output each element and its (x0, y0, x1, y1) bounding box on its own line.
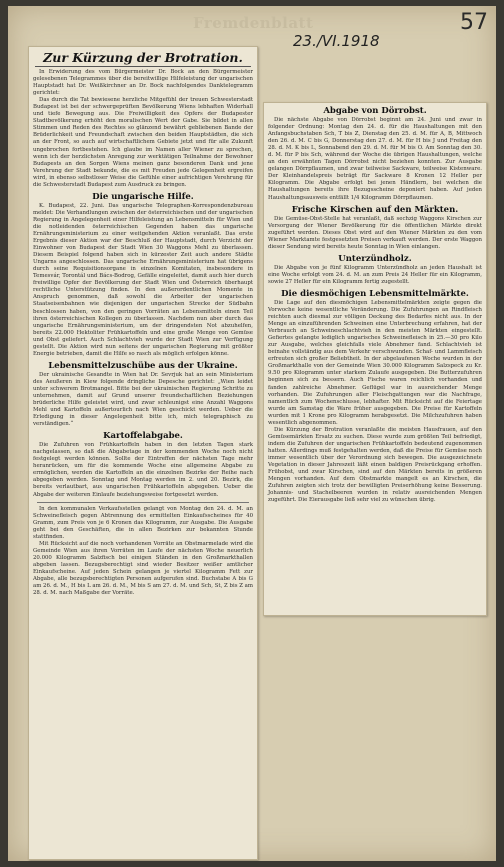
archive-page (8, 6, 496, 861)
article-paragraph: Die Lage auf den diesmöchigen Lebensmittelmärkten zeigte gegen die Vorwoche keine wesentliche Veränderung. Die Zufuhrungen an Rindfleisch reichten auch diesmal zur völligen Deckung des Bedarfes nicht aus. In der Menge an einzuführenden Schweinen eine Unterbrechung erfahren, hat der Verbrauch an Schweineschlachtvieh in den meisten Märkten eingestellt. Gefiertes gelangte lediglich ungarisches Schweinefleisch in 25.—30 pro Kilo zur Ausgabe, welches gleichfalls viele Abnehmer fand. Schlachtvieh ist beinahe vollständig aus dem Verkehr verschwunden. Schaf- und Lammfleisch erfreuten sich großer Beliebtheit. In der abgelaufenen Woche wurden in der Großmarkthalle von der Gemeinde Wien 30.000 Kilogramm Salzspeck zu Kr. 9.50 pro Kilogramm unter starkem Zulaufe ausgegeben. Die Butterzufuhren beginnen sich zu bessern. Auch Fische waren reichlich vorhanden und fanden zahlreiche Abnehmer. Geflügel war in ausreichender Menge vorhanden. Die Zufuhrungen aller Fleischgattungen war die Nachfrage, namentlich zum Wochenschlusse, lebhafter. Mit Rücksicht auf die Feiertage wurde am Samstag die Ware früher ausgegeben. Die Preise für Kartoffeln wurden mit 1 Krone pro Kilogramm herabgesetzt. Die Milchzufuhren haben wesentlich abgenommen. (268, 299, 482, 426)
section-heading: Kartoffelabgabe. (103, 431, 183, 442)
article-paragraph: Der ukrainische Gesandte in Wien hat Dr. Sevrjuk hat an sein Ministerium des Aeußeren in Kiew folgende dringliche Depesche gerichtet: „Wien leidet unter schwerem Brotmangel. Bitte bei der ukrainischen Regierung Schritte zu unternehmen, damit auf Grund unserer freundschaftlichen Beziehungen brüderliche Hilfe geleistet wird, und zwar schleunigst eine Anzahl Waggons Mehl und Kartoffeln außertourlich nach Wien geschickt werden. Ueber die Erledigung in dieser Angelegenheit bitte ich, mich telegraphisch zu verständigen.“ (33, 371, 253, 428)
article-paragraph: K. Budapest, 22. Juni. Das ungarische Telegraphen-Korrespondenzbureau meldet: Die Verhandlungen zwischen der österreichischen und der ungarischen Regierung in Angelegenheit einer Hilfeleistung an Lebensmitteln für Wien und die notleidenden österreichischen Gegenden haben das ungarische Ernährungsministerium zu einer weitgehenden Aktion veranlaßt. Das erste Ergebnis dieser Aktion war der Beschluß der Hauptstadt, durch Verzicht der Einwohner von Budapest der Stadt Wien 30 Waggons Mehl zu überlassen. Diesem Beispiel folgend haben sich in kürzester Zeit auch andere Städte Ungarns angeschlossen. Das ungarische Ernährungsministerium hat übrigens durch seine Requisitionsorgane in einzelnen Komitaten, insbesondere in Temesvár, Torontál und Bács-Bodrog, Gefälle eingeleitet, damit auch hier durch freiwillige Opfer der Bevölkerung der Stadt Wien und Österreich überhaupt rechtliche Unterstützung finden. In den außerordentlichen Momente in Anspruch genommen, daß sowohl die Arbeiter der ungarischen Staatseisenbahnen wie diejenigen der ungarischen Strecke der Südbahn beschlossen haben, von den geringen Vorräten an Lebensmitteln einen Teil ihren österreichischen Kollegen zu überlassen. Nachdem nun aber durch das ungarische Ernährungsministerium, um der dringendsten Not abzuhelfen, bereits 22.000 Hektoliter Frühkartoffeln und eine große Menge von Gemüse und Obst geliefert. Auch Schlachtvieh wurde der Stadt Wien zur Verfügung gestellt. Die Aktion wird nun seitens der ungarischen Regierung mit größter Energie betrieben, damit die Hilfe so rasch als möglich erfolgen könne. (33, 202, 253, 357)
divider (37, 502, 249, 503)
article-paragraph: Die Abgabe von je fünf Kilogramm Unterzündholz an jeden Haushalt ist eine Woche erfolgt vom 24. d. M. an zum Preis 24 Heller für ein Kilogramm, sowie 27 Heller für ein Kilogramm fertig zugestellt. (268, 264, 482, 285)
section-heading: Die ungarische Hilfe. (92, 191, 194, 202)
article-title: Zur Kürzung der Brotration. (35, 47, 251, 67)
article-paragraph: Die Kürzung der Brotration veranlaßte die meisten Hausfrauen, auf den Gemüsemärkten Ersatz zu suchen. Diese wurde zum größten Teil befriedigt, indem die Zufuhren der ungarischen Frühkartoffeln bedeutend zugenommen hatten. Allerdings muß festgehalten werden, daß die Preise für Gemüse noch immer wesentlich über der Verordnung sich bewegen. Die ausgezeichnete Vegetation in dieser Jahreszeit läßt einen baldigen Preisrückgang erhoffen. Frühobst, und zwar Kirschen, sind auf den Märkten bereits in größeren Mengen vorhanden. Auf dem Obstmarkte mangelt es an Kirschen, die Zufuhren zeigten sich trotz der bewilligten Preiserhöhung keine Besserung. Johannis- und Stachelbeeren wurden in relativ ausreichenden Mengen zugeführt. Die Eierausgabe ließ sehr viel zu wünschen übrig. (268, 426, 482, 504)
section-heading: Frische Kirschen auf den Märkten. (291, 204, 459, 215)
article-paragraph: Das durch die Tat bewiesene herzliche Mitgefühl der treuen Schwesterstadt Budapest ist bei der schwergeprüften Bevölkerung Wiens lebhaften Widerhall und tiefe Bewegung aus. Die Freiwilligkeit des Opfers der Budapester Stadtbevölkerung erhöht den moralischen Wert der Gabe. Sie bildet in allen Stimmen und Reden des Rechtes so glänzend bewährt gebliebenen Bande der Brüderlichkeit und Freundschaft zwischen den beiden Hauptstädten, die sich an der Front, so auch auf wirtschaftlichem Gebiete jetzt und für alle Zukunft ungebrochen fortbestehen. Ich glaube im Namen aller Wiener zu sprechen, wenn ich der herzlichsten Anregung zur werktätigen Teilnahme der Bewohner Budapests an den Sorgen Wiens meinen ganz besonderen Dank und jene Verehrung der Stadt bekunde, die es mit Freuden jede Gelegenheit ergreifen wird, in ebenso selbstloser Weise die Gefühle einer aufrichtigen Verehrung für die Schwesterstadt Budapest zum Ausdruck zu bringen. (33, 97, 253, 188)
article-paragraph: Mit Rücksicht auf die noch vorhandenen Vorräte an Obstmarmelade wird die Gemeinde Wien aus ihren Vorräten im Laufe der nächsten Woche neuerlich 20.000 Kilogramm Salzfisch bei einigen Ständen in den Großmarkthallen abgeben lassen. Bezugsberechtigt sind wieder Besitzer weißer amtlicher Einkaufscheine. Auf jeden Schein gelangen je viertel Kilogramm Fett zur Abgabe, alle bezugsberechtigten Personen aufgerufen sind. Buchstabe A bis G am 26. d. M., H bis L am 26. d. M., M bis S am 27. d. M. und Sch, St, Z bis Z am 28. d. M. nach Maßgabe der Vorräte. (33, 540, 253, 597)
right-article-body (264, 106, 486, 504)
page-number: 57 (460, 10, 488, 35)
article-paragraph: Die Zufuhren von Frühkartoffeln haben in den letzten Tagen stark nachgelassen, so daß die Abgabetage in der kommenden Woche noch nicht festgelegt werden können. Sollte der Eintreffen der nächsten Tage mehr heranrücken, um für die kommende Woche eine allgemeine Abgabe zu ermöglichen, werden die Kartoffeln an die einzelnen Bezirke der Reihe nach abgegeben werden. Sonntag und Montag werden im 2. und 20. Bezirk, die bereits verlautbart, aus ungarischen Frühkartoffeln abgegeben. Ueber die Abgabe der weiteren Einlaufe beziehungsweise fortgesetzt werden. (33, 442, 253, 498)
section-heading: Unterzündholz. (338, 253, 412, 264)
article-paragraph: In den kommunalen Verkaufsstellen gelangt von Montag den 24. d. M. an Schweinefleisch gegen Abtrennung des ermittelten Einkaufsscheines für 40 Gramm, zum Preis von je 6 Kronen das Kilogramm, zur Ausgabe. Die Ausgabe geht bei den Geschäften, die in allen Bezirken zur bekannten Stunde stattfinden. (33, 505, 253, 540)
left-newspaper-clipping (28, 46, 258, 860)
handwritten-date: 23./VI.1918 (293, 32, 380, 50)
article-paragraph: Die Gemüse-Obst-Stelle hat veranlaßt, daß sechzig Waggons Kirschen zur Versorgung der Wiener Bevölkerung für die öffentlichen Märkte direkt zugeführt werden. Dieses Obst wird auf den Wiener Märkten zu den vom Wiener Marktamte festgesetzten Preisen verkauft werden. Der erste Waggon dieser Sendung wird bereits heute Sonntag in Wien einlangen. (268, 215, 482, 250)
left-article-body (29, 69, 257, 597)
section-heading: Lebensmittelzuschübe aus der Ukraine. (48, 360, 238, 371)
section-heading: Abgabe von Dörrobst. (323, 106, 427, 116)
section-heading: Die diesmöchigen Lebensmittelmärkte. (281, 288, 469, 299)
right-newspaper-clipping (263, 102, 487, 616)
article-paragraph: In Erwiderung des vom Bürgermeister Dr. Bock an den Bürgermeister gelesebenen Telegrammes über die bereitwillige Hilfeleistung der ungarischen Hauptstadt hat Dr. Weißkirchner an Dr. Bock nachfolgendes Danktelegramm gerichtet: (33, 69, 253, 97)
newspaper-stamp: Fremdenblatt (193, 14, 314, 32)
article-paragraph: Die nächste Abgabe von Dörrobst beginnt am 24. Juni und zwar in folgender Ordnung: Montag den 24. d. für die Haushaltungen mit den Anfangsbuchstaben Sch, T bis Z, Dienstag den 25. d. M. für A, B, Mittwoch den 26. d. M. C bis G, Donnerstag den 27. d. M. für H bis J und Freitag den 28. d. M. K bis L, Sonnabend den 29. d. M. für M bis O. Am Sonntag den 30. d. M. für P bis Sch, während der Woche die übrigen Haushaltungen, welche an den erwähnten Tagen Dörrobst nicht beziehen konnten. Zur Ausgabe gelangen Dörrpflaumen, und zwar teilweise Sackware, teilweise Kistenware. Der Kleinhandelspreis beträgt für Sackware 8 Kronen 12 Heller per Kilogramm. Die Abgabe erfolgt bei jenen Händlern, bei welchen die Haushaltungen bereits ihre Bezugsscheine deponiert haben. Auf jeden Haushaltungsausweis entfällt 1/4 Kilogramm Dörrpflaumen. (268, 117, 482, 201)
